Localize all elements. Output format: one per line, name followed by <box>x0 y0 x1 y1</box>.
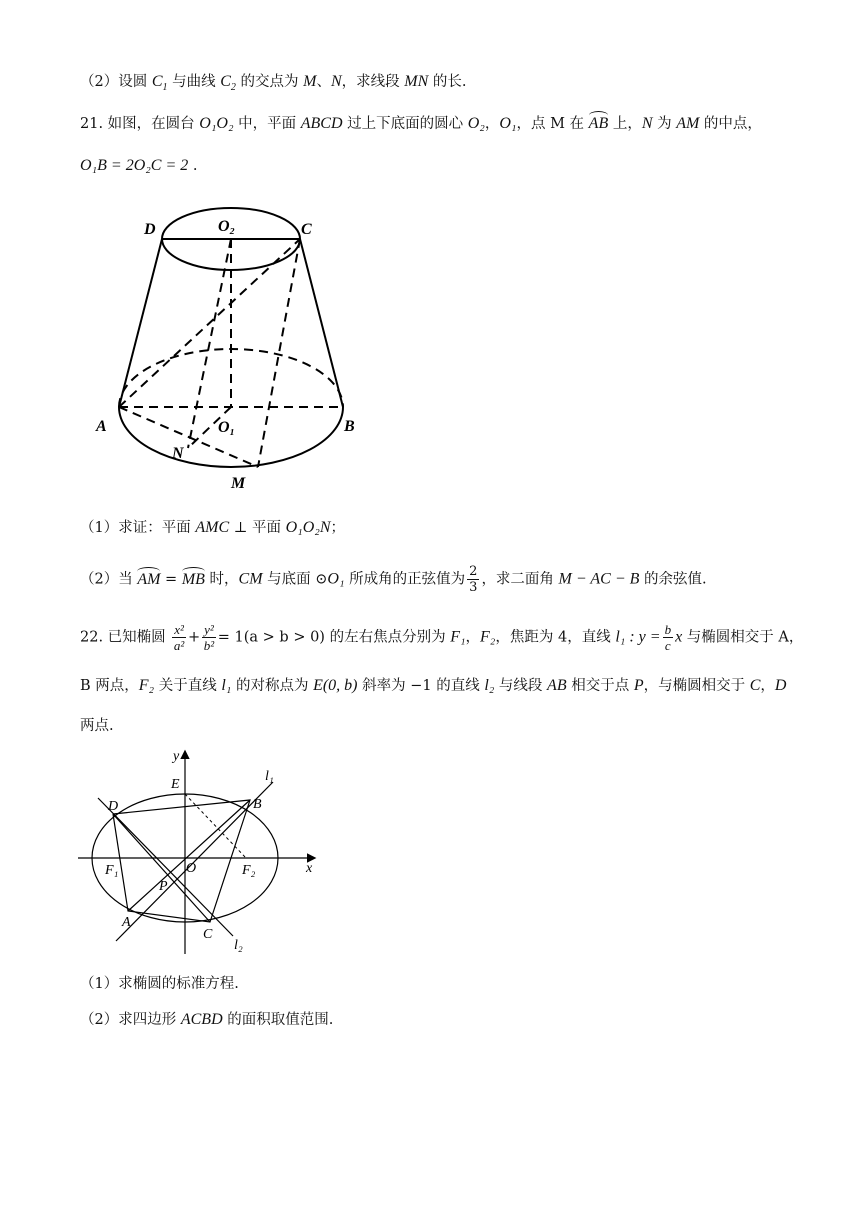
label-l1: l₁ <box>265 769 274 784</box>
arc-ab: AB <box>588 115 609 132</box>
label-a: A <box>96 418 107 435</box>
fraction-2-3: $\frac{2}{3}$ <box>469 564 478 595</box>
left-generator <box>119 239 162 407</box>
label-x: x <box>306 861 313 876</box>
label-c: C <box>301 221 312 238</box>
q22-intro: 22. 已知椭圆 $\frac{\text{x²}}{\text{a²}}$ + $\frac{\text{y²}}{\text{b²}}$ = 1(a > b > 0) 的左右焦点分别为 F₁，F₂，焦距为 4，直线 l₁ : y = $\frac{b}{c}$ x 与椭圆相交于 A， <box>80 622 804 653</box>
q21-part1: （1）求证：平面 AMC ⊥ 平面 O₁O₂N； <box>80 519 345 536</box>
right-generator <box>300 239 343 407</box>
label-o: O <box>186 861 197 876</box>
label-a: A <box>122 915 131 930</box>
mn-symbol: MN <box>404 73 429 90</box>
label-m: M <box>231 475 246 492</box>
q21-intro: 21. 如图，在圆台 O₁O₂ 中，平面 ABCD 过上下底面的圆心 O₂，O₁，点 M 在 AB 上，N 为 AM 的中点， <box>80 115 762 132</box>
q22-line3: 两点. <box>80 718 114 734</box>
q22-line2: B 两点，F₂ 关于直线 l₁ 的对称点为 E(0, b) 斜率为 −1 的直线 l₂ 与线段 AB 相交于点 P，与椭圆相交于 C，D <box>80 677 787 694</box>
frustum-figure <box>90 200 380 500</box>
fraction-x2-a2: $\frac{\text{x²}}{\text{a²}}$ <box>173 622 185 653</box>
label-e: E <box>171 777 180 792</box>
label-y: y <box>173 749 180 764</box>
q21-part2: （2）当 AM = MB 时，CM 与底面 ⊙O₁ 所成角的正弦值为 $\frac{2}{3}$ ，求二面角 M − AC − B 的余弦值. <box>80 564 707 595</box>
ellipse-figure <box>76 746 326 956</box>
label-l2: l₂ <box>234 938 243 953</box>
label-b: B <box>344 418 355 435</box>
label-f2: F₂ <box>242 863 256 878</box>
fraction-y2-b2: $\frac{\text{y²}}{\text{b²}}$ <box>203 622 215 653</box>
fraction-b-c: $\frac{b}{c}$ <box>664 622 672 653</box>
label-c: C <box>203 927 213 942</box>
q22-part2: （2）求四边形 ACBD 的面积取值范围. <box>80 1011 334 1028</box>
label-p: P <box>159 879 168 894</box>
label-n: N <box>172 445 184 462</box>
c1-symbol: $C_1$ <box>151 73 168 94</box>
arc-mb: MB <box>181 570 205 588</box>
c2-symbol: $C_2$ <box>220 73 236 94</box>
label-d: D <box>144 221 156 238</box>
q20-part2: （2）设圆 $C_1$ 与曲线 $C_2$ 的交点为 M、N，求线段 MN 的长. <box>80 73 467 94</box>
label-o1: O₁ <box>218 419 236 436</box>
label-b: B <box>253 797 262 812</box>
q21-condition: O₁B = 2O₂C = 2 . <box>80 157 198 174</box>
arc-am: AM <box>137 570 161 588</box>
label-d: D <box>108 799 119 814</box>
label-f1: F₁ <box>105 863 119 878</box>
q22-part1: （1）求椭圆的标准方程. <box>80 976 239 992</box>
bottom-front-arc <box>119 407 343 467</box>
n-symbol: N <box>330 73 342 90</box>
m-symbol: M <box>303 73 317 90</box>
label-o2: O₂ <box>218 218 236 235</box>
